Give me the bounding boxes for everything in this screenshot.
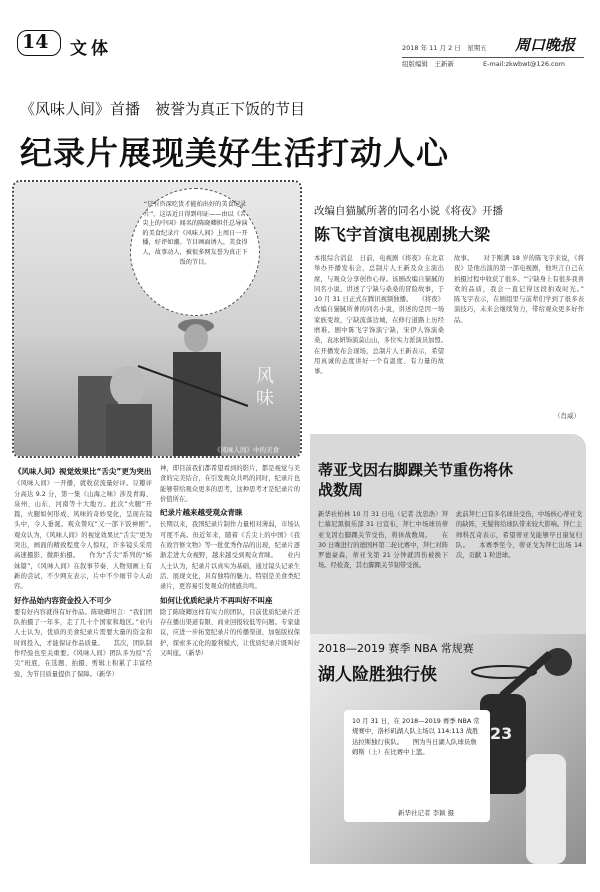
quote-text: “只有咨深吃货才能拍出好的美食纪录片”。这话近日得到印证——由以《舌尖上的中国》闻名的陈晓卿担任总导演的美食纪录片《风味人间》上周日一开播，好评如潮。节目画面诱人，美食得人，故事动人，被很多网友誉为真正下饭的节目。 [142, 201, 248, 266]
soccer-headline: 蒂亚戈因右脚踝关节重伤将休战数周 [318, 461, 514, 499]
lead-subhead-4: 如何让优质纪录片不再叫好不叫座 [160, 595, 273, 605]
farmer-figures [78, 286, 248, 458]
editor-email: E-mail:zkwbwt@126.com [483, 60, 565, 68]
nba-credit: 新华社记者 李颖 摄 [398, 809, 455, 817]
lead-subhead-2: 好作品始内容资金投入不可少 [14, 595, 112, 605]
novel-signature: （肖威） [554, 412, 580, 420]
lead-column-2 [160, 464, 300, 862]
novel-kicker: 改编自猫腻所著的同名小说《将夜》开播 [314, 205, 503, 217]
soccer-column-2: 此前拜仁已有多名球员受伤，中场核心蒂亚戈的缺阵，无疑将给球队带来较大影响。拜仁主帅科瓦奇表示，希望蒂亚戈能够早日康复归队。 本赛季至今，蒂亚戈为拜仁出场 14 次，贡献 1 粒进球。 [456, 511, 582, 560]
lead-subhead-1: 《风味人间》视觉效果比“舌尖”更为突出 [14, 467, 152, 476]
lead-headline: 纪录片展现美好生活打动人心 [20, 134, 450, 172]
lead-kicker: 《风味人间》首播 被誉为真正下饭的节目 [20, 100, 306, 118]
feature-box [12, 180, 302, 458]
lead-column-1 [14, 464, 152, 856]
lead-body-4: 长期以来，我国纪录片制作力量相对薄弱，市场认可度不高。但近年来，随着《舌尖上的中国》《我在故宫修文物》等一批优秀作品的出现，纪录片逐渐走进大众视野，越来越受到观众青睐。 业内人士认为，纪录片以真实为基础，通过镜头记录生活、展现文化，具有独特的魅力。特别是美食类纪录片，更容易引发观众的情感共鸣。 [160, 521, 300, 591]
jersey-number: 23 [490, 724, 513, 743]
nba-caption: 10 月 31 日，在 2018—2019 赛季 NBA 常规赛中，洛杉矶湖人队主场以 114:113 战胜达拉斯独行侠队。 图为当日湖人队球员詹姆斯（上）在比赛中上篮。 [352, 717, 480, 757]
novel-headline: 陈飞宇首演电视剧挑大梁 [314, 225, 491, 244]
nba-kicker: 2018—2019 赛季 NBA 常规赛 [318, 642, 474, 655]
masthead-rule [402, 57, 584, 58]
section-title: 文体 [70, 39, 112, 59]
paper-name: 周口晚报 [515, 36, 576, 54]
photo-art-text: 风味 [256, 366, 274, 409]
soccer-column-1: 新华社柏林 10 月 31 日电（记者 沈忠浩）拜仁慕尼黑俱乐部 31 日宣布，拜仁中场球员蒂亚戈因右脚踝关节受伤，将休战数周。 在 30 日晚进行的德国杯第二轮比赛中，拜仁对阵罗德豪森，蒂亚戈第 21 分钟就因伤被换下场。经检查，其右脚踝关节韧带受损。 [318, 511, 448, 570]
nba-headline: 湖人险胜独行侠 [318, 665, 437, 685]
photo-caption: 《风味人间》中的美食 [214, 446, 279, 454]
editor-credit: 组版编辑 王新新 [402, 60, 454, 68]
issue-date: 2018 年 11 月 2 日 星期五 [402, 44, 487, 52]
lead-body-2: 要有好内容就得有好作品。陈晓卿坦言：“我们团队拍摄了一年多，走了几十个国家和地区。”业内人士认为，优质的美食纪录片需要大量的资金和时间投入，才能保证作品质量。 其次，团队制作经验也至关重要。《风味人间》团队多为原“舌尖”班底，在选题、拍摄、剪辑上积累了丰富经验，为节目质量提供了保障。（新华） [14, 608, 152, 678]
lead-body-1: 《风味人间》一开播，就收获流量好评。豆瓣评分高达 9.2 分，第一集《山海之味》涉及青海、泉州、山东、河南等十大地方。此次“火腿”开篇，火腿如何形成、风味的奇妙变化，呈现在镜头中，令人垂涎。观众赞叹“又一部下饭神剧”。 观众认为，《风味人间》的视觉效果比“舌尖”更为突出，画面的精致程度令人惊叹，许多镜头采用高速摄影、微距拍摄。 作为“舌尖”系列的“姊妹篇”，《风味人间》在叙事节奏、人物刻画上有新的尝试，不少网友表示，片中不少细节令人动容。 [14, 480, 152, 591]
novel-column-1: 本报综合消息 日前，电视剧《将夜》在北京举办开播发布会，总制片人王新及众主演出席，与观众分享创作心得。该剧改编自猫腻的同名小说，讲述了宁缺与桑桑的冒险故事，于 10 月 31 日正式在腾讯视频独播。 《将夜》改编自猫腻所著的同名小说，讲述的是因一场家族变故，宁缺流落边城，在修行道路上历经磨难。剧中陈飞宇饰演宁缺，宋伊人饰演桑桑，袁冰妍饰演莫山山，多位实力派演员加盟。 在开播发布会现场，总制片人王新表示，希望用真诚的态度讲好一个有温度、有力量的故事。 [314, 255, 444, 376]
lead-body-3: 神，即目前我们都希望看到的影片，都是视觉与美食的完美结合，在引发观众共鸣的同时，纪录片也能够带给观众更多的思考，这种思考才是纪录片的价值所在。 [160, 465, 300, 503]
lead-body-5: 除了陈晓卿这样有实力的团队，目前优质纪录片还存在播出渠道有限、商业回报较低等问题。专家建议，应进一步拓宽纪录片的传播渠道，加强版权保护，探索多元化的盈利模式，让优质纪录片既叫好又叫座。（新华） [160, 608, 300, 658]
lead-subhead-3: 纪录片越来越受观众青睐 [160, 508, 243, 518]
page-number: 14 [22, 31, 49, 53]
novel-column-2: 故事。 对于刚满 18 岁的陈飞宇来说，《将夜》是他出演的第一部电视剧，他坦言自己在拍摄过程中收获了很多。“宁缺身上有很多我喜欢的品质，我会一直记得这段拍戏时光。” 陈飞宇表示，在剧组里与前辈们学到了很多表演技巧，未来会继续努力，带给观众更多好作品。 [454, 255, 584, 324]
masthead [0, 0, 600, 70]
